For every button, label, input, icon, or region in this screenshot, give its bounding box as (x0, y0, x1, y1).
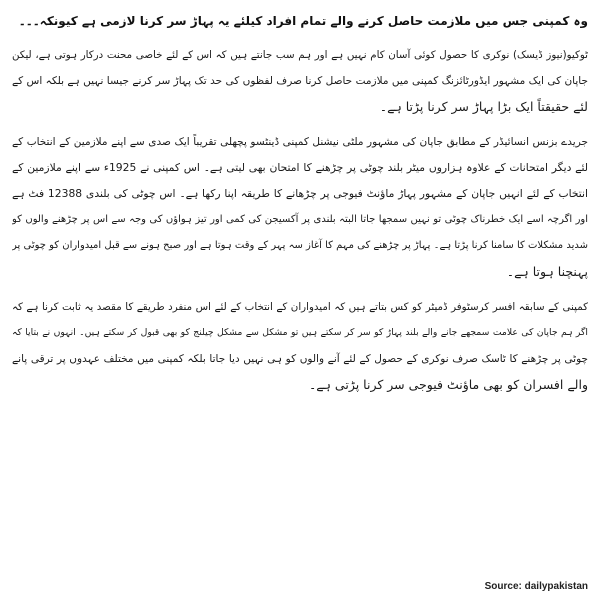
paragraph-line: لئے حقیقتاً ایک بڑا پہاڑ سر کرنا پڑتا ہے۔ (379, 99, 588, 114)
paragraph-line: شدید مشکلات کا سامنا کرنا پڑتا ہے۔ پہاڑ پر چڑھنے کی مہم کا آغاز سہ پہر کے وقت ہوتا ہے اور صبح ہونے سے قبل امیدواران کو چوٹی پر (12, 240, 588, 251)
paragraph-line: جاپان کی ایک مشہور ایڈورٹائزنگ کمپنی میں ملازمت حاصل کرنا صرف لفظوں کی حد تک پہاڑ سر کرنے جیسا نہیں ہے بلکہ اس کے (12, 75, 588, 87)
paragraph-line: اگر ہم جاپان کی علامت سمجھے جانے والے بلند پہاڑ کو سر کر سکتے ہیں تو مشکل سے مشکل چیلنج کو بھی قبول کر سکتے ہیں۔ انہوں نے بتایا کہ (12, 327, 588, 338)
paragraph-line: پہنچنا ہوتا ہے۔ (506, 264, 588, 279)
paragraph-line: ٹوکیو(نیوز ڈیسک) نوکری کا حصول کوئی آسان کام نہیں ہے اور ہم سب جانتے ہیں کہ اس کے لئے خاصی محنت درکار ہوتی ہے، لیکن (12, 49, 588, 61)
paragraph-line: اور اگرچہ اسے ایک خطرناک چوٹی تو نہیں سمجھا جاتا البتہ بلندی پر آکسیجن کی کمی اور تیز ہواؤں کی وجہ سے اس پر چڑھنے والوں کو (12, 214, 588, 225)
article-headline: وہ کمپنی جس میں ملازمت حاصل کرنے والے تمام افراد کیلئے یہ پہاڑ سر کرنا لازمی ہے کیونکہ۔۔۔ (18, 14, 588, 28)
paragraph-line: انتخاب کے لئے انہیں جاپان کے مشہور پہاڑ ماؤنٹ فیوجی پر چڑھانے کا طریقہ اپنا رکھا ہے۔ اس چوٹی کی بلندی 12388 فٹ ہے (12, 187, 588, 200)
paragraph-line: لئے دیگر امتحانات کے علاوہ ہزاروں میٹر بلند چوٹی پر چڑھنے کا امتحان بھی لیتی ہے۔ اس کمپنی نے 1925ء سے اپنے ملازمین کے (12, 161, 588, 174)
article-paragraph-2 (12, 129, 588, 285)
paragraph-line: جریدے بزنس انسائیڈر کے مطابق جاپان کی مشہور ملٹی نیشنل کمپنی ڈینٹسو پچھلی تقریباً ایک صدی سے اپنے ملازمین کے انتخاب کے (12, 136, 588, 148)
article-paragraph-1 (12, 42, 588, 120)
source-credit: Source: dailypakistan (484, 581, 588, 592)
article-paragraph-3 (12, 294, 588, 398)
paragraph-line: چوٹی پر چڑھنے کا ٹاسک صرف نوکری کے حصول کے لئے آنے والوں کو ہی نہیں دیا جاتا بلکہ کمپنی میں مختلف عہدوں پر ترقی پانے (12, 353, 588, 365)
paragraph-line: والے افسران کو بھی ماؤنٹ فیوجی سر کرنا پڑتی ہے۔ (308, 377, 588, 392)
paragraph-line: کمپنی کے سابقہ افسر کرسٹوفر ڈمیٹر کو کس بتاتے ہیں کہ امیدواران کے انتخاب کے لئے اس منفرد طریقے کا مقصد یہ ثابت کرنا ہے کہ (12, 301, 588, 313)
